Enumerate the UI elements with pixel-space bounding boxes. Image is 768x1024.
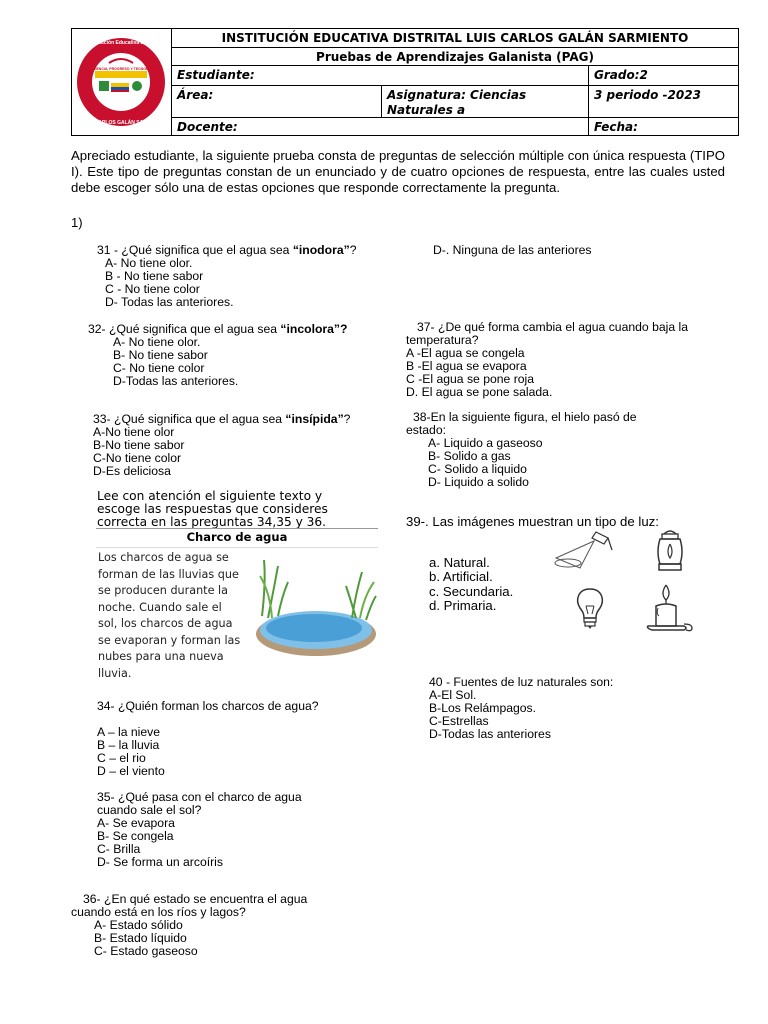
reading-line-2: escoge las respuestas que consideres	[97, 502, 328, 516]
q32-keyword: “incolora”?	[280, 322, 348, 336]
q40-option-d[interactable]: D-Todas las anteriores	[429, 727, 551, 741]
q34-option-d[interactable]: D – el viento	[97, 764, 165, 778]
puddle-illustration-icon	[252, 552, 380, 664]
q35-option-b[interactable]: B- Se congela	[97, 829, 174, 843]
question-40-text: 40 - Fuentes de luz naturales son:	[429, 675, 614, 689]
q33-prefix: 33- ¿Qué significa que el agua sea	[93, 412, 286, 426]
question-36	[71, 893, 307, 958]
passage-text	[98, 550, 258, 682]
q36-text-line: 36- ¿En qué estado se encuentra el agua	[83, 892, 308, 906]
grade-field: Grado:2	[589, 66, 739, 86]
logo-motto: CIENCIA, PROGRESO Y TECNOLOGÍA	[92, 67, 158, 71]
logo-text-bottom: LUIS CARLOS GALÁN SARMIENTO	[81, 120, 167, 126]
lantern-icon	[652, 528, 688, 574]
passage-line: Los charcos de agua se	[98, 551, 229, 564]
q33-keyword: “insípida”	[285, 412, 344, 426]
question-34-text: 34- ¿Quién forman los charcos de agua?	[97, 699, 319, 713]
q34-option-a[interactable]: A – la nieve	[97, 725, 161, 739]
q33-option-c[interactable]: C-No tiene color	[93, 451, 182, 465]
q31-option-b[interactable]: B - No tiene sabor	[105, 269, 204, 283]
q38-option-c[interactable]: C- Solido a liquido	[428, 462, 527, 476]
question-39-text: 39-. Las imágenes muestran un tipo de luz:	[406, 514, 659, 529]
q35-option-a[interactable]: A- Se evapora	[97, 816, 175, 830]
area-field[interactable]: Área:	[172, 86, 382, 118]
date-field[interactable]: Fecha:	[589, 118, 739, 136]
passage-line: nubes para una nueva	[98, 650, 224, 663]
q33-suffix: ?	[343, 412, 351, 426]
q32-option-d[interactable]: D-Todas las anteriores.	[113, 374, 239, 388]
q36-option-b[interactable]: B- Estado líquido	[94, 931, 187, 945]
q36-text-line: cuando está en los ríos y lagos?	[71, 905, 246, 919]
candle-icon	[644, 582, 696, 634]
header-table	[71, 28, 739, 136]
q33-option-a[interactable]: A-No tiene olor	[93, 425, 175, 439]
q34-option-b[interactable]: B – la lluvia	[97, 738, 160, 752]
q31-option-a[interactable]: A- No tiene olor.	[105, 256, 193, 270]
question-35-text	[97, 791, 302, 817]
reading-instructions	[97, 490, 328, 529]
q39-option-a[interactable]: a. Natural.	[429, 555, 490, 570]
q31-option-c[interactable]: C - No tiene color	[105, 282, 200, 296]
q31-option-extra[interactable]: D-. Ninguna de las anteriores	[433, 243, 592, 257]
q37-text-line: temperatura?	[406, 333, 479, 347]
question-33	[93, 413, 403, 478]
question-34	[97, 700, 319, 778]
q40-option-c[interactable]: C-Estrellas	[429, 714, 489, 728]
q36-option-a[interactable]: A- Estado sólido	[94, 918, 183, 932]
q35-text-line: 35- ¿Qué pasa con el charco de agua	[97, 790, 302, 804]
lamp-light-icon	[552, 528, 618, 570]
q39-option-d[interactable]: d. Primaria.	[429, 597, 497, 613]
period-field: 3 periodo -2023	[589, 86, 739, 118]
q37-option-b[interactable]: B -El agua se evapora	[406, 359, 527, 373]
q39-option-c[interactable]: c. Secundaria.	[429, 583, 514, 599]
teacher-field[interactable]: Docente:	[172, 118, 589, 136]
q32-prefix: 32- ¿Qué significa que el agua sea	[88, 322, 281, 336]
passage-title: Charco de agua	[186, 530, 288, 544]
passage-line: forman de las lluvias que	[98, 567, 239, 581]
subject-line-2: Naturales a	[387, 103, 466, 117]
question-38-text	[406, 411, 637, 437]
q35-text-line: cuando sale el sol?	[97, 803, 202, 817]
light-bulb-icon	[572, 586, 608, 632]
school-logo-icon	[75, 33, 167, 131]
q38-option-b[interactable]: B- Solido a gas	[428, 449, 511, 463]
subject-line-1: Asignatura: Ciencias	[387, 88, 527, 102]
reading-line-3: correcta en las preguntas 34,35 y 36.	[97, 515, 327, 529]
question-32	[88, 323, 398, 388]
q37-option-c[interactable]: C -El agua se pone roja	[406, 372, 535, 386]
q40-option-b[interactable]: B-Los Relámpagos.	[429, 701, 537, 715]
section-number: 1)	[71, 215, 83, 230]
q35-option-c[interactable]: C- Brilla	[97, 842, 141, 856]
q38-text-line: estado:	[406, 423, 446, 437]
q31-keyword: “inodora”	[292, 243, 350, 257]
q38-option-d[interactable]: D- Liquido a solido	[428, 475, 529, 489]
q34-option-c[interactable]: C – el rio	[97, 751, 146, 765]
passage-title-bar	[96, 528, 378, 548]
q37-option-a[interactable]: A -El agua se congela	[406, 346, 525, 360]
test-name: Pruebas de Aprendizajes Galanista (PAG)	[172, 48, 739, 66]
logo-text-top: Institución Educativa Distrital	[88, 40, 160, 46]
passage-line: lluvia.	[98, 666, 132, 680]
q32-option-c[interactable]: C- No tiene color	[113, 361, 205, 375]
q37-option-d[interactable]: D. El agua se pone salada.	[406, 385, 553, 399]
instructions-paragraph: Apreciado estudiante, la siguiente prueba consta de preguntas de selección múltiple con única respuesta (TIPO I). Este tipo de preguntas constan de un enunciado y de cuatro opciones de respuesta, entre las cuales usted debe escoger sólo una de estas opciones que responde correctamente la pregunta.	[71, 148, 725, 195]
q32-option-a[interactable]: A- No tiene olor.	[113, 335, 201, 349]
question-35	[97, 791, 302, 869]
question-40	[429, 676, 613, 741]
question-31	[97, 244, 397, 309]
reading-line-1: Lee con atención el siguiente texto y	[97, 489, 323, 503]
q36-option-c[interactable]: C- Estado gaseoso	[94, 944, 198, 958]
q33-option-b[interactable]: B-No tiene sabor	[93, 438, 185, 452]
question-37-text	[406, 321, 688, 347]
q38-option-a[interactable]: A- Liquido a gaseoso	[428, 436, 543, 450]
passage-line: se producen durante la	[98, 584, 228, 597]
question-39-options	[429, 556, 513, 613]
q39-option-b[interactable]: b. Artificial.	[429, 569, 493, 585]
q35-option-d[interactable]: D- Se forma un arcoíris	[97, 855, 223, 869]
institution-name: INSTITUCIÓN EDUCATIVA DISTRITAL LUIS CARLOS GALÁN SARMIENTO	[172, 29, 739, 48]
q31-suffix: ?	[349, 243, 357, 257]
subject-field	[382, 86, 589, 118]
q33-option-d[interactable]: D-Es deliciosa	[93, 464, 171, 478]
q40-option-a[interactable]: A-El Sol.	[429, 688, 477, 702]
q38-text-line: 38-En la siguiente figura, el hielo pasó de	[413, 410, 637, 424]
passage-line: noche. Cuando sale el	[98, 600, 222, 614]
q31-prefix: 31 - ¿Qué significa que el agua sea	[97, 243, 293, 257]
student-field[interactable]: Estudiante:	[172, 66, 589, 86]
passage-line: sol, los charcos de agua	[98, 617, 233, 630]
passage-line: se evaporan y forman las	[98, 633, 241, 647]
question-37	[406, 321, 688, 399]
question-38	[406, 411, 637, 489]
q32-option-b[interactable]: B- No tiene sabor	[113, 348, 208, 362]
question-36-text	[71, 893, 307, 919]
q37-text-line: 37- ¿De qué forma cambia el agua cuando baja la	[417, 320, 688, 334]
q31-option-d[interactable]: D- Todas las anteriores.	[105, 295, 234, 309]
